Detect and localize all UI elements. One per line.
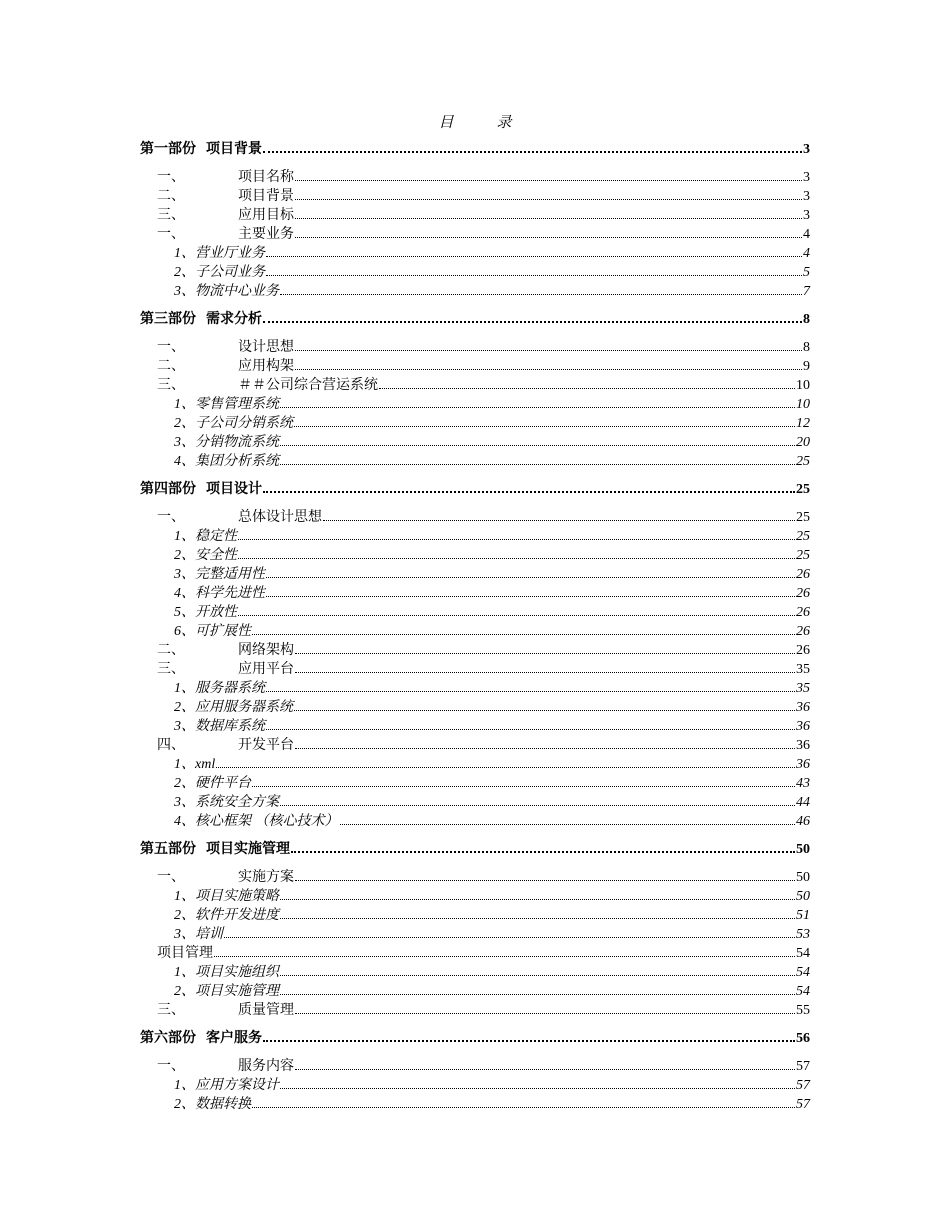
dot-leader bbox=[266, 274, 802, 276]
toc-entry-page-number: 57 bbox=[796, 1078, 810, 1093]
toc-entry-title: 服务器系统 bbox=[195, 681, 265, 696]
toc-entry-title: 数据库系统 bbox=[195, 719, 265, 734]
dot-leader bbox=[295, 217, 802, 219]
toc-entry-page-number: 50 bbox=[796, 842, 810, 857]
dot-leader bbox=[266, 595, 795, 597]
toc-entry-number: 3、 bbox=[174, 795, 195, 810]
toc-entry-number: 四、 bbox=[157, 738, 185, 753]
toc-entry-number: 3、 bbox=[174, 435, 195, 450]
toc-entry-title: 客户服务 bbox=[206, 1031, 262, 1046]
toc-entry[interactable] bbox=[140, 1095, 810, 1114]
toc-entry-page-number: 50 bbox=[796, 870, 810, 885]
dot-leader bbox=[295, 1068, 795, 1070]
dot-leader bbox=[295, 368, 802, 370]
toc-entry-number: 1、 bbox=[174, 397, 195, 412]
toc-entry[interactable] bbox=[140, 925, 810, 944]
dot-leader bbox=[295, 652, 795, 654]
toc-entry[interactable] bbox=[140, 263, 810, 282]
toc-entry[interactable] bbox=[140, 717, 810, 736]
toc-entry[interactable] bbox=[140, 641, 810, 660]
toc-entry[interactable] bbox=[140, 944, 810, 963]
dot-leader bbox=[266, 690, 795, 692]
toc-entry-number: 三、 bbox=[157, 378, 185, 393]
toc-entry[interactable] bbox=[140, 282, 810, 301]
toc-entry-title: 应用方案设计 bbox=[195, 1078, 279, 1093]
toc-entry-page-number: 4 bbox=[803, 227, 810, 242]
dot-leader bbox=[295, 879, 795, 881]
toc-entry-number: 2、 bbox=[174, 776, 195, 791]
toc-entry-page-number: 54 bbox=[796, 984, 810, 999]
toc-entry-title: 实施方案 bbox=[238, 870, 294, 885]
dot-leader bbox=[295, 179, 802, 181]
dot-leader bbox=[280, 917, 795, 919]
toc-entry-page-number: 3 bbox=[803, 208, 810, 223]
toc-entry-title: 营业厅业务 bbox=[195, 246, 265, 261]
dot-leader bbox=[280, 1087, 795, 1089]
toc-entry-number: 2、 bbox=[174, 1097, 195, 1112]
toc-entry-title: 科学先进性 bbox=[195, 586, 265, 601]
toc-entry[interactable] bbox=[140, 527, 810, 546]
toc-entry-title: xml bbox=[195, 757, 216, 772]
toc-entry-page-number: 10 bbox=[796, 378, 810, 393]
toc-entry[interactable] bbox=[140, 660, 810, 679]
toc-entry[interactable] bbox=[140, 982, 810, 1001]
toc-entry-title: 完整适用性 bbox=[195, 567, 265, 582]
toc-entry-title: 项目实施管理 bbox=[195, 984, 279, 999]
toc-entry-page-number: 54 bbox=[796, 946, 810, 961]
toc-entry-page-number: 25 bbox=[796, 510, 810, 525]
toc-entry-number: 3、 bbox=[174, 719, 195, 734]
toc-entry-number: 第五部份 bbox=[140, 842, 196, 857]
dot-leader bbox=[280, 993, 795, 995]
toc-entry-number: 一、 bbox=[157, 1059, 185, 1074]
toc-part-entry[interactable] bbox=[140, 140, 810, 159]
toc-entry-page-number: 57 bbox=[796, 1097, 810, 1112]
dot-leader bbox=[295, 1012, 795, 1014]
toc-entry-page-number: 43 bbox=[796, 776, 810, 791]
toc-entry-title: 项目管理 bbox=[157, 946, 213, 961]
toc-entry-number: 1、 bbox=[174, 529, 195, 544]
toc-entry[interactable] bbox=[140, 679, 810, 698]
toc-entry-number: 2、 bbox=[174, 265, 195, 280]
toc-entry[interactable] bbox=[140, 603, 810, 622]
toc-entry-title: 主要业务 bbox=[238, 227, 294, 242]
toc-entry[interactable] bbox=[140, 868, 810, 887]
toc-entry-number: 2、 bbox=[174, 416, 195, 431]
toc-entry-number: 第六部份 bbox=[140, 1031, 196, 1046]
toc-entry[interactable] bbox=[140, 887, 810, 906]
toc-entry[interactable] bbox=[140, 338, 810, 357]
toc-entry[interactable] bbox=[140, 1001, 810, 1020]
toc-entry-page-number: 7 bbox=[803, 284, 810, 299]
dot-leader bbox=[280, 898, 795, 900]
toc-entry-title: ＃＃公司综合营运系统 bbox=[238, 378, 378, 393]
toc-entry-number: 4、 bbox=[174, 454, 195, 469]
toc-entry[interactable] bbox=[140, 395, 810, 414]
toc-entry-title: 分销物流系统 bbox=[195, 435, 279, 450]
toc-entry-number: 1、 bbox=[174, 889, 195, 904]
toc-entry-title: 子公司分销系统 bbox=[195, 416, 293, 431]
toc-entry-title: 质量管理 bbox=[238, 1003, 294, 1018]
toc-entry-page-number: 46 bbox=[796, 814, 810, 829]
dot-leader bbox=[280, 406, 795, 408]
dot-leader bbox=[294, 425, 795, 427]
toc-entry-number: 三、 bbox=[157, 662, 185, 677]
toc-entry-number: 5、 bbox=[174, 605, 195, 620]
dot-leader bbox=[224, 936, 795, 938]
toc-entry-number: 1、 bbox=[174, 757, 195, 772]
toc-entry-page-number: 8 bbox=[803, 312, 810, 327]
toc-entry-page-number: 4 bbox=[803, 246, 810, 261]
toc-entry-number: 3、 bbox=[174, 927, 195, 942]
toc-entry-page-number: 50 bbox=[796, 889, 810, 904]
toc-entry-title: 项目实施管理 bbox=[206, 842, 290, 857]
toc-entry[interactable] bbox=[140, 698, 810, 717]
dot-leader bbox=[263, 320, 802, 323]
toc-entry[interactable] bbox=[140, 433, 810, 452]
toc-entry-number: 一、 bbox=[157, 170, 185, 185]
toc-entry-number: 6、 bbox=[174, 624, 195, 639]
toc-entry-number: 2、 bbox=[174, 548, 195, 563]
toc-entry[interactable] bbox=[140, 622, 810, 641]
toc-entry[interactable] bbox=[140, 508, 810, 527]
toc-entry-number: 4、 bbox=[174, 586, 195, 601]
toc-entry[interactable] bbox=[140, 376, 810, 395]
toc-entry-number: 第三部份 bbox=[140, 312, 196, 327]
dot-leader bbox=[266, 728, 795, 730]
toc-entry[interactable] bbox=[140, 357, 810, 376]
toc-entry-page-number: 25 bbox=[796, 548, 810, 563]
toc-entry-title: 安全性 bbox=[195, 548, 237, 563]
toc-entry-title: 项目设计 bbox=[206, 482, 262, 497]
toc-entry-page-number: 53 bbox=[796, 927, 810, 942]
dot-leader bbox=[252, 1106, 795, 1108]
toc-entry-page-number: 10 bbox=[796, 397, 810, 412]
toc-entry-number: 1、 bbox=[174, 1078, 195, 1093]
dot-leader bbox=[295, 671, 795, 673]
dot-leader bbox=[295, 236, 802, 238]
dot-leader bbox=[263, 490, 795, 493]
toc-entry-number: 1、 bbox=[174, 681, 195, 696]
toc-entry-page-number: 3 bbox=[803, 189, 810, 204]
toc-part-entry[interactable] bbox=[140, 310, 810, 329]
toc-entry[interactable] bbox=[140, 206, 810, 225]
dot-leader bbox=[323, 519, 795, 521]
toc-entry[interactable] bbox=[140, 1057, 810, 1076]
toc-entry-page-number: 8 bbox=[803, 340, 810, 355]
dot-leader bbox=[280, 444, 795, 446]
toc-entry-number: 三、 bbox=[157, 208, 185, 223]
toc-entry-title: 硬件平台 bbox=[195, 776, 251, 791]
toc-entry-number: 3、 bbox=[174, 284, 195, 299]
toc-entry-number: 一、 bbox=[157, 870, 185, 885]
toc-entry-title: 服务内容 bbox=[238, 1059, 294, 1074]
toc-entry-title: 数据转换 bbox=[195, 1097, 251, 1112]
toc-entry[interactable] bbox=[140, 414, 810, 433]
toc-entry-page-number: 25 bbox=[796, 529, 810, 544]
toc-entry-title: 集团分析系统 bbox=[195, 454, 279, 469]
toc-entry[interactable] bbox=[140, 187, 810, 206]
toc-entry-page-number: 36 bbox=[796, 719, 810, 734]
toc-entry-title: 项目名称 bbox=[238, 170, 294, 185]
toc-entry-title: 应用构架 bbox=[238, 359, 294, 374]
dot-leader bbox=[294, 709, 795, 711]
toc-entry-page-number: 3 bbox=[803, 142, 810, 157]
toc-entry[interactable] bbox=[140, 755, 810, 774]
toc-entry[interactable] bbox=[140, 584, 810, 603]
toc-entry-number: 二、 bbox=[157, 359, 185, 374]
toc-entry-title: 应用服务器系统 bbox=[195, 700, 293, 715]
dot-leader bbox=[280, 974, 795, 976]
dot-leader bbox=[238, 538, 795, 540]
toc-entry-page-number: 26 bbox=[796, 624, 810, 639]
toc-entry-page-number: 26 bbox=[796, 643, 810, 658]
toc-entry-page-number: 26 bbox=[796, 586, 810, 601]
toc-entry-page-number: 57 bbox=[796, 1059, 810, 1074]
toc-entry-page-number: 51 bbox=[796, 908, 810, 923]
dot-leader bbox=[295, 747, 795, 749]
toc-entry-title: 项目实施策略 bbox=[195, 889, 279, 904]
toc-entry-page-number: 25 bbox=[796, 482, 810, 497]
dot-leader bbox=[291, 850, 795, 853]
toc-entry[interactable] bbox=[140, 906, 810, 925]
toc-entry-number: 第一部份 bbox=[140, 142, 196, 157]
toc-entry[interactable] bbox=[140, 546, 810, 565]
dot-leader bbox=[238, 557, 795, 559]
toc-entry-title: 软件开发进度 bbox=[195, 908, 279, 923]
toc-entry-number: 3、 bbox=[174, 567, 195, 582]
toc-entry[interactable] bbox=[140, 812, 810, 831]
toc-entry-page-number: 35 bbox=[796, 681, 810, 696]
toc-entry[interactable] bbox=[140, 774, 810, 793]
toc-entry[interactable] bbox=[140, 1076, 810, 1095]
toc-entry-page-number: 36 bbox=[796, 738, 810, 753]
toc-entry-number: 二、 bbox=[157, 643, 185, 658]
toc-entry-title: 项目背景 bbox=[206, 142, 262, 157]
toc-entry-title: 稳定性 bbox=[195, 529, 237, 544]
toc-entry-number: 一、 bbox=[157, 227, 185, 242]
toc-entry-page-number: 12 bbox=[796, 416, 810, 431]
toc-entry-title: 零售管理系统 bbox=[195, 397, 279, 412]
toc-entry-page-number: 9 bbox=[803, 359, 810, 374]
dot-leader bbox=[340, 823, 796, 825]
toc-entry-number: 2、 bbox=[174, 984, 195, 999]
toc-entry-title: 培训 bbox=[195, 927, 223, 942]
toc-entry-title: 项目实施组织 bbox=[195, 965, 279, 980]
toc-entry[interactable] bbox=[140, 736, 810, 755]
toc-entry-title: 项目背景 bbox=[238, 189, 294, 204]
toc-entry-number: 4、 bbox=[174, 814, 195, 829]
toc-entry-page-number: 20 bbox=[796, 435, 810, 450]
toc-entry-page-number: 25 bbox=[796, 454, 810, 469]
toc-entry-title: 需求分析 bbox=[206, 312, 262, 327]
toc-entry-page-number: 44 bbox=[796, 795, 810, 810]
toc-entry-title: 系统安全方案 bbox=[195, 795, 279, 810]
toc-entry-number: 一、 bbox=[157, 340, 185, 355]
toc-entry-page-number: 5 bbox=[803, 265, 810, 280]
toc-entry-title: 网络架构 bbox=[238, 643, 294, 658]
toc-part-entry[interactable] bbox=[140, 1029, 810, 1048]
toc-entry-page-number: 35 bbox=[796, 662, 810, 677]
toc-entry-number: 三、 bbox=[157, 1003, 185, 1018]
toc-entry-number: 2、 bbox=[174, 700, 195, 715]
toc-entry-number: 2、 bbox=[174, 908, 195, 923]
toc-entry-page-number: 36 bbox=[796, 700, 810, 715]
dot-leader bbox=[252, 633, 795, 635]
toc-part-entry[interactable] bbox=[140, 840, 810, 859]
toc-entry-title: 可扩展性 bbox=[195, 624, 251, 639]
toc-entry-page-number: 26 bbox=[796, 567, 810, 582]
toc-entry[interactable] bbox=[140, 963, 810, 982]
dot-leader bbox=[379, 387, 795, 389]
dot-leader bbox=[214, 955, 795, 957]
dot-leader bbox=[295, 198, 802, 200]
toc-entry-page-number: 55 bbox=[796, 1003, 810, 1018]
toc-entry-page-number: 56 bbox=[796, 1031, 810, 1046]
toc-entry-title: 开发平台 bbox=[238, 738, 294, 753]
toc-entry[interactable] bbox=[140, 225, 810, 244]
dot-leader bbox=[238, 614, 795, 616]
toc-entry[interactable] bbox=[140, 793, 810, 812]
toc-part-entry[interactable] bbox=[140, 480, 810, 499]
toc-entry-title: 应用目标 bbox=[238, 208, 294, 223]
toc-entry-title: 物流中心业务 bbox=[195, 284, 279, 299]
toc-entry-page-number: 36 bbox=[796, 757, 810, 772]
toc-entry-title: 开放性 bbox=[195, 605, 237, 620]
toc-entry-number: 1、 bbox=[174, 965, 195, 980]
toc-entry[interactable] bbox=[140, 452, 810, 471]
table-of-contents bbox=[140, 140, 810, 1114]
dot-leader bbox=[266, 255, 802, 257]
dot-leader bbox=[263, 150, 802, 153]
toc-entry-page-number: 3 bbox=[803, 170, 810, 185]
dot-leader bbox=[280, 804, 795, 806]
toc-entry-page-number: 54 bbox=[796, 965, 810, 980]
toc-entry-title: 设计思想 bbox=[238, 340, 294, 355]
toc-title: 目 录 bbox=[438, 115, 526, 131]
dot-leader bbox=[263, 1039, 795, 1042]
dot-leader bbox=[280, 463, 795, 465]
toc-entry-number: 一、 bbox=[157, 510, 185, 525]
dot-leader bbox=[280, 293, 802, 295]
toc-entry-number: 1、 bbox=[174, 246, 195, 261]
toc-entry-title: 子公司业务 bbox=[195, 265, 265, 280]
toc-entry-page-number: 26 bbox=[796, 605, 810, 620]
dot-leader bbox=[252, 785, 795, 787]
toc-entry-number: 二、 bbox=[157, 189, 185, 204]
dot-leader bbox=[266, 576, 795, 578]
toc-entry[interactable] bbox=[140, 168, 810, 187]
dot-leader bbox=[295, 349, 802, 351]
toc-entry-title: 核心框架 （核心技术） bbox=[195, 814, 339, 829]
toc-entry[interactable] bbox=[140, 565, 810, 584]
toc-entry-title: 总体设计思想 bbox=[238, 510, 322, 525]
dot-leader bbox=[216, 766, 795, 768]
toc-entry-title: 应用平台 bbox=[238, 662, 294, 677]
toc-entry[interactable] bbox=[140, 244, 810, 263]
toc-entry-number: 第四部份 bbox=[140, 482, 196, 497]
